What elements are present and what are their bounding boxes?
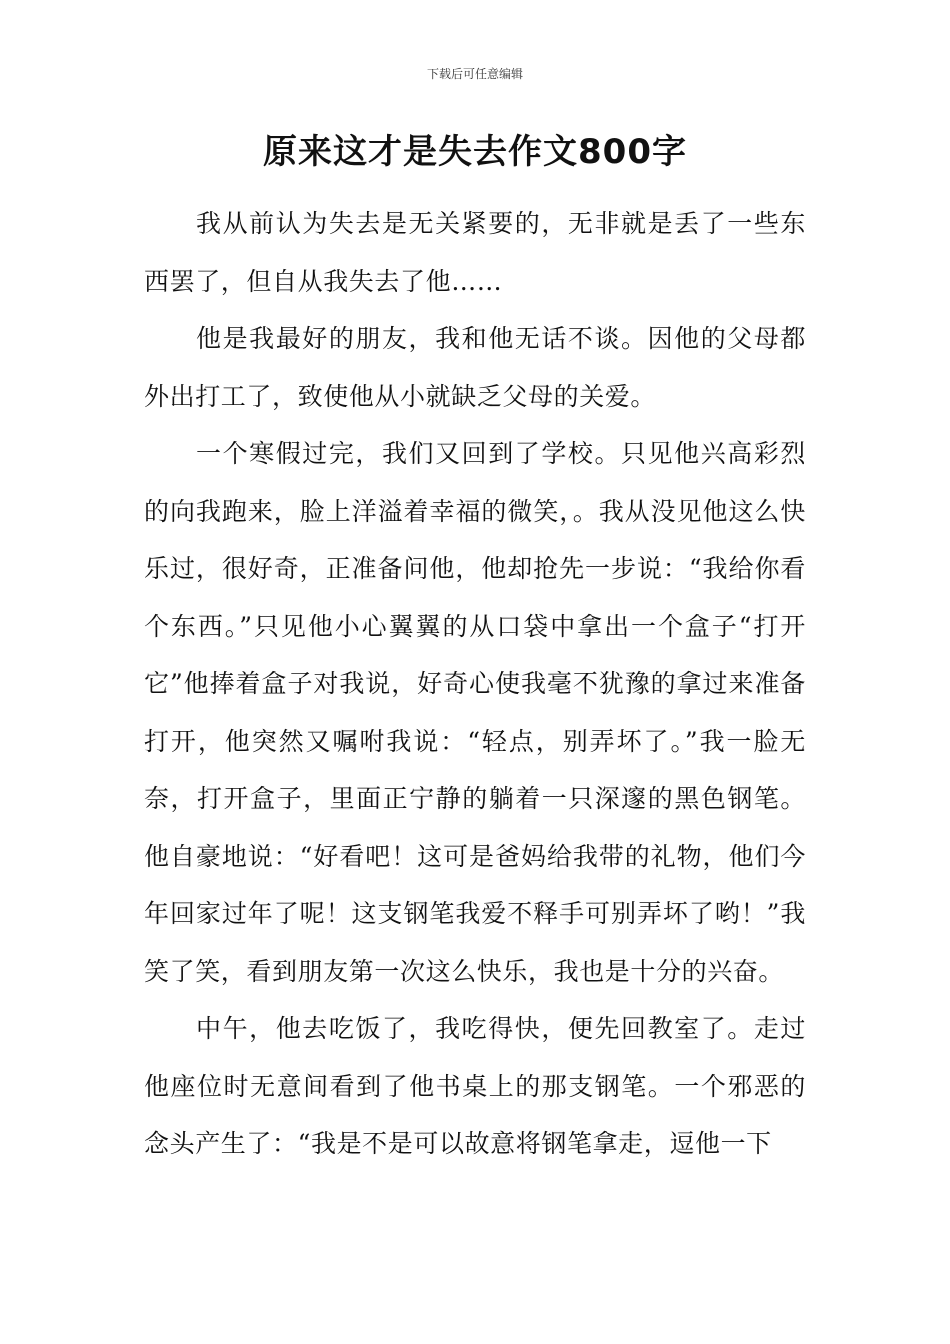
- document-title: 原来这才是失去作文800字: [263, 132, 687, 172]
- paragraph: 一个寒假过完，我们又回到了学校。只见他兴高彩烈的向我跑来，脸上洋溢着幸福的微笑，。我从没见他这么快乐过，很好奇，正准备问他，他却抢先一步说：“我给你看个东西。”只见他小心翼翼的从口袋中拿出一个盒子“打开它”他捧着盒子对我说，好奇心使我毫不犹豫的拿过来准备打开，他突然又嘱咐我说：“轻点，别弄坏了。”我一脸无奈，打开盒子，里面正宁静的躺着一只深邃的黑色钢笔。他自豪地说：“好看吧！这可是爸妈给我带的礼物，他们今年回家过年了呢！这支钢笔我爱不释手可别弄坏了哟！”我笑了笑，看到朋友第一次这么快乐，我也是十分的兴奋。: [144, 439, 806, 986]
- paragraph: 我从前认为失去是无关紧要的，无非就是丢了一些东西罢了，但自从我失去了他……: [144, 209, 806, 296]
- paragraph: 中午，他去吃饭了，我吃得快，便先回教室了。走过他座位时无意间看到了他书桌上的那支钢笔。一个邪恶的念头产生了：“我是不是可以故意将钢笔拿走，逗他一下: [144, 1014, 806, 1158]
- document-body: [144, 195, 806, 1173]
- header-note: 下载后可任意编辑: [426, 67, 523, 81]
- paragraph: 他是我最好的朋友，我和他无话不谈。因他的父母都外出打工了，致使他从小就缺乏父母的关爱。: [144, 324, 806, 411]
